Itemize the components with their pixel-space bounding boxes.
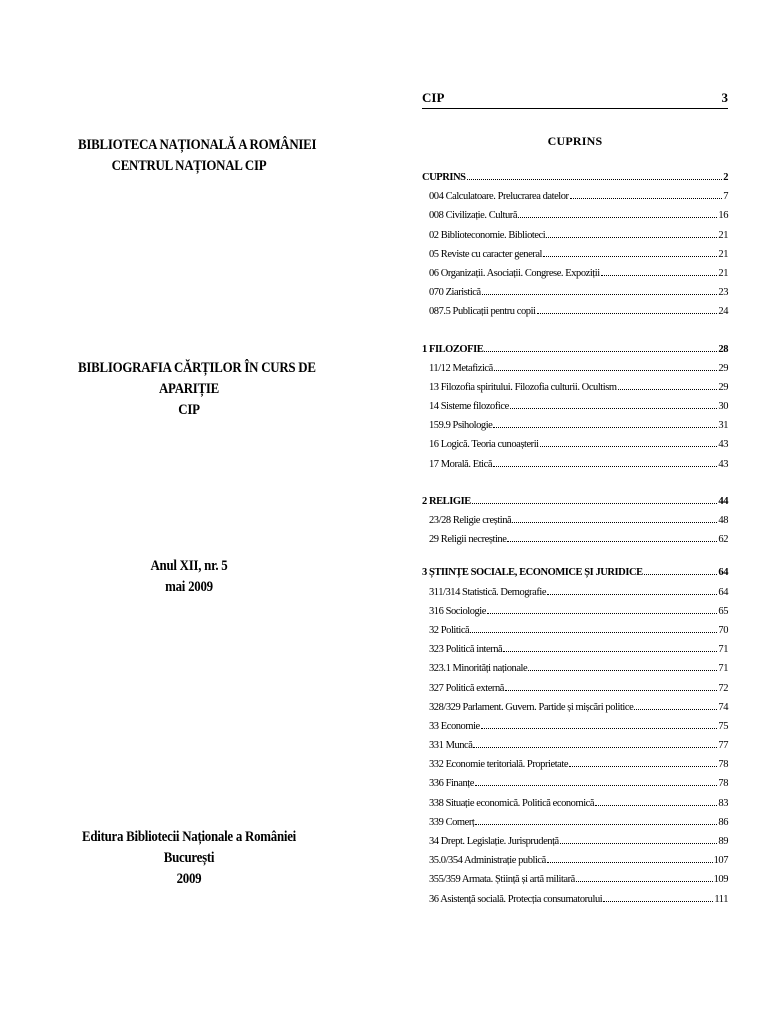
toc-entry-title: 328/329 Parlament. Guvern. Partide și mișcări politice bbox=[429, 701, 634, 713]
toc-entry-page: 71 bbox=[718, 663, 728, 675]
page-number: 3 bbox=[721, 90, 728, 105]
toc-entry-page: 62 bbox=[718, 534, 728, 546]
dot-leader bbox=[540, 446, 718, 447]
issue-number: Anul XII, nr. 5 bbox=[150, 558, 228, 574]
toc-entry-title: 33 Economie bbox=[429, 720, 480, 732]
toc-entry-page: 21 bbox=[718, 248, 728, 260]
dot-leader bbox=[467, 179, 723, 180]
toc-entry-page: 30 bbox=[718, 401, 728, 413]
publisher-block bbox=[60, 827, 318, 890]
toc-entry-title: 32 Politică bbox=[429, 624, 470, 636]
toc-entry-title: 35.0/354 Administrație publică bbox=[429, 855, 546, 867]
toc-entry-title: 29 Religii necreștine bbox=[429, 534, 507, 546]
toc-entry-title: 159.9 Psihologie bbox=[429, 420, 493, 432]
toc-entry-page: 21 bbox=[718, 229, 728, 241]
bibliography-title-line-1: BIBLIOGRAFIA CĂRȚILOR ÎN CURS DE bbox=[78, 360, 316, 376]
dot-leader bbox=[494, 370, 718, 371]
table-of-contents bbox=[422, 172, 728, 913]
toc-entry[interactable] bbox=[422, 268, 728, 287]
dot-leader bbox=[537, 313, 718, 314]
toc-entry-title: 05 Reviste cu caracter general bbox=[429, 248, 543, 260]
dot-leader bbox=[512, 522, 717, 523]
section-spacer bbox=[422, 326, 728, 344]
bibliography-title-line-3: CIP bbox=[178, 402, 200, 418]
toc-entry-page: 74 bbox=[718, 701, 728, 713]
toc-entry-title: 06 Organizații. Asociații. Congrese. Expoziții bbox=[429, 267, 600, 279]
toc-entry[interactable] bbox=[422, 740, 728, 759]
toc-entry-page: 83 bbox=[718, 797, 728, 809]
toc-entry-title: CUPRINS bbox=[422, 172, 466, 183]
toc-entry[interactable] bbox=[422, 836, 728, 855]
dot-leader bbox=[603, 901, 713, 902]
toc-entry-title: 23/28 Religie creștină bbox=[429, 515, 512, 526]
toc-entry-page: 64 bbox=[718, 586, 728, 598]
toc-entry-page: 78 bbox=[718, 759, 728, 771]
dot-leader bbox=[528, 670, 717, 671]
issue-date: mai 2009 bbox=[165, 579, 213, 595]
institution-line-2: CENTRUL NAȚIONAL CIP bbox=[111, 158, 267, 174]
toc-section-heading[interactable] bbox=[422, 344, 728, 363]
toc-entry-page: 48 bbox=[718, 515, 728, 526]
dot-leader bbox=[601, 275, 718, 276]
toc-entry[interactable] bbox=[422, 817, 728, 836]
toc-entry-title: 332 Economie teritorială. Proprietate bbox=[429, 759, 569, 771]
toc-entry-page: 71 bbox=[718, 644, 728, 656]
toc-entry-page: 78 bbox=[718, 778, 728, 790]
running-header bbox=[422, 88, 728, 109]
dot-leader bbox=[518, 217, 717, 218]
dot-leader bbox=[547, 594, 717, 595]
toc-entry-title: 3 ȘTIINȚE SOCIALE, ECONOMICE ȘI JURIDICE bbox=[422, 567, 643, 579]
toc-entry-title: 17 Morală. Etică bbox=[429, 458, 493, 470]
section-spacer bbox=[422, 478, 728, 496]
publisher-year: 2009 bbox=[176, 871, 202, 887]
toc-entry-title: 2 RELIGIE bbox=[422, 495, 471, 507]
toc-entry-title: 323.1 Minorități naționale bbox=[429, 663, 528, 675]
toc-entry-page: 23 bbox=[718, 287, 728, 299]
toc-entry-page: 70 bbox=[718, 624, 728, 636]
toc-title: CUPRINS bbox=[547, 134, 603, 148]
dot-leader bbox=[547, 862, 713, 863]
toc-entry-title: 14 Sisteme filozofice bbox=[429, 401, 509, 413]
toc-entry-page: 65 bbox=[718, 605, 728, 617]
toc-entry[interactable] bbox=[422, 625, 728, 644]
toc-entry-page: 107 bbox=[713, 855, 728, 867]
toc-entry[interactable] bbox=[422, 683, 728, 702]
toc-entry-title: 311/314 Statistică. Demografie bbox=[429, 586, 547, 598]
running-header-label: CIP bbox=[422, 90, 445, 105]
institution-line-1: BIBLIOTECA NAȚIONALĂ A ROMÂNIEI bbox=[78, 137, 317, 153]
toc-entry-page: 44 bbox=[718, 495, 728, 507]
toc-entry-page: 72 bbox=[718, 682, 728, 694]
toc-entry-page: 29 bbox=[718, 362, 728, 374]
dot-leader bbox=[569, 766, 717, 767]
toc-entry-title: 339 Comerț bbox=[429, 816, 475, 828]
toc-entry-title: 02 Biblioteconomie. Biblioteci bbox=[429, 229, 546, 241]
toc-entry-title: 087.5 Publicații pentru copii bbox=[429, 306, 536, 318]
dot-leader bbox=[595, 805, 717, 806]
toc-entry[interactable] bbox=[422, 382, 728, 401]
toc-entry-title: 16 Logică. Teoria cunoașterii bbox=[429, 439, 539, 451]
toc-entry-title: 36 Asistență socială. Protecția consumatorului bbox=[429, 893, 603, 905]
toc-entry-title: 008 Civilizație. Cultură bbox=[429, 210, 518, 222]
dot-leader bbox=[470, 632, 717, 633]
toc-entry-page: 111 bbox=[714, 893, 728, 905]
dot-leader bbox=[510, 408, 718, 409]
toc-entry[interactable] bbox=[422, 401, 728, 420]
toc-entry-title: 327 Politică externă bbox=[429, 682, 504, 694]
dot-leader bbox=[475, 824, 717, 825]
toc-entry-page: 29 bbox=[718, 381, 728, 393]
dot-leader bbox=[507, 541, 717, 542]
dot-leader bbox=[644, 574, 718, 575]
toc-entry[interactable] bbox=[422, 249, 728, 268]
toc-entry-page: 31 bbox=[718, 420, 728, 432]
dot-leader bbox=[475, 785, 717, 786]
toc-entry[interactable] bbox=[422, 439, 728, 458]
dot-leader bbox=[503, 651, 717, 652]
toc-entry-page: 21 bbox=[718, 267, 728, 279]
toc-entry-page: 24 bbox=[718, 306, 728, 318]
toc-entry-title: 316 Sociologie bbox=[429, 605, 486, 617]
toc-entry[interactable] bbox=[422, 778, 728, 797]
toc-entry[interactable] bbox=[422, 420, 728, 439]
dot-leader bbox=[484, 351, 717, 352]
toc-entry-page: 86 bbox=[718, 816, 728, 828]
dot-leader bbox=[493, 466, 717, 467]
toc-entry-page: 43 bbox=[718, 458, 728, 470]
dot-leader bbox=[481, 728, 718, 729]
toc-entry[interactable] bbox=[422, 606, 728, 625]
toc-entry-page: 16 bbox=[718, 210, 728, 222]
toc-entry[interactable] bbox=[422, 702, 728, 721]
toc-entry-title: 11/12 Metafizică bbox=[429, 362, 493, 374]
toc-entry-title: 331 Muncă bbox=[429, 740, 473, 752]
toc-entry-page: 64 bbox=[718, 567, 728, 579]
toc-entry-page: 109 bbox=[713, 874, 728, 886]
dot-leader bbox=[576, 881, 713, 882]
toc-entry[interactable] bbox=[422, 587, 728, 606]
publisher-city: București bbox=[163, 850, 215, 866]
dot-leader bbox=[570, 198, 723, 199]
toc-entry[interactable] bbox=[422, 459, 728, 478]
bibliography-title-block bbox=[60, 358, 318, 421]
toc-section-heading[interactable] bbox=[422, 172, 728, 191]
toc-entry[interactable] bbox=[422, 210, 728, 229]
toc-entry-page: 77 bbox=[718, 740, 728, 752]
toc-entry-title: 34 Drept. Legislație. Jurisprudență bbox=[429, 836, 559, 847]
toc-entry-title: 355/359 Armata. Știință și artă militară bbox=[429, 874, 575, 886]
dot-leader bbox=[472, 503, 718, 504]
toc-entry[interactable] bbox=[422, 663, 728, 682]
issue-block bbox=[60, 556, 318, 598]
toc-section-heading[interactable] bbox=[422, 496, 728, 515]
dot-leader bbox=[493, 427, 717, 428]
toc-entry-title: 13 Filozofia spiritului. Filozofia culturii. Ocultism bbox=[429, 381, 617, 393]
toc-entry-title: 070 Ziaristică bbox=[429, 287, 481, 299]
dot-leader bbox=[543, 256, 717, 257]
publisher-name: Editura Bibliotecii Naționale a României bbox=[81, 829, 297, 845]
toc-entry[interactable] bbox=[422, 230, 728, 249]
toc-entry-page: 43 bbox=[718, 439, 728, 451]
toc-entry-title: 1 FILOZOFIE bbox=[422, 343, 484, 355]
toc-entry-page: 89 bbox=[718, 836, 728, 847]
toc-entry[interactable] bbox=[422, 874, 728, 893]
dot-leader bbox=[505, 690, 717, 691]
toc-entry[interactable] bbox=[422, 644, 728, 663]
dot-leader bbox=[634, 709, 717, 710]
toc-entry[interactable] bbox=[422, 287, 728, 306]
toc-entry-page: 7 bbox=[723, 191, 728, 203]
toc-entry[interactable] bbox=[422, 191, 728, 210]
toc-entry-title: 336 Finanțe bbox=[429, 778, 474, 790]
dot-leader bbox=[487, 613, 717, 614]
dot-leader bbox=[546, 237, 717, 238]
toc-entry[interactable] bbox=[422, 306, 728, 325]
toc-entry-page: 75 bbox=[718, 720, 728, 732]
toc-entry[interactable] bbox=[422, 363, 728, 382]
toc-entry-page: 2 bbox=[723, 172, 728, 183]
toc-entry-title: 323 Politică internă bbox=[429, 644, 503, 656]
toc-entry[interactable] bbox=[422, 855, 728, 874]
toc-entry[interactable] bbox=[422, 798, 728, 817]
toc-entry-title: 004 Calculatoare. Prelucrarea datelor bbox=[429, 191, 569, 203]
toc-section-heading[interactable] bbox=[422, 567, 728, 586]
toc-entry[interactable] bbox=[422, 721, 728, 740]
toc-entry[interactable] bbox=[422, 515, 728, 534]
toc-entry[interactable] bbox=[422, 894, 728, 913]
dot-leader bbox=[473, 747, 717, 748]
dot-leader bbox=[482, 294, 718, 295]
bibliography-title-line-2: APARIȚIE bbox=[158, 381, 220, 397]
dot-leader bbox=[560, 843, 718, 844]
toc-entry-title: 338 Situație economică. Politică economică bbox=[429, 797, 595, 809]
toc-entry[interactable] bbox=[422, 534, 728, 553]
toc-entry-page: 28 bbox=[718, 343, 728, 355]
dot-leader bbox=[618, 389, 718, 390]
toc-entry[interactable] bbox=[422, 759, 728, 778]
section-spacer bbox=[422, 553, 728, 567]
institution-block bbox=[60, 135, 318, 177]
